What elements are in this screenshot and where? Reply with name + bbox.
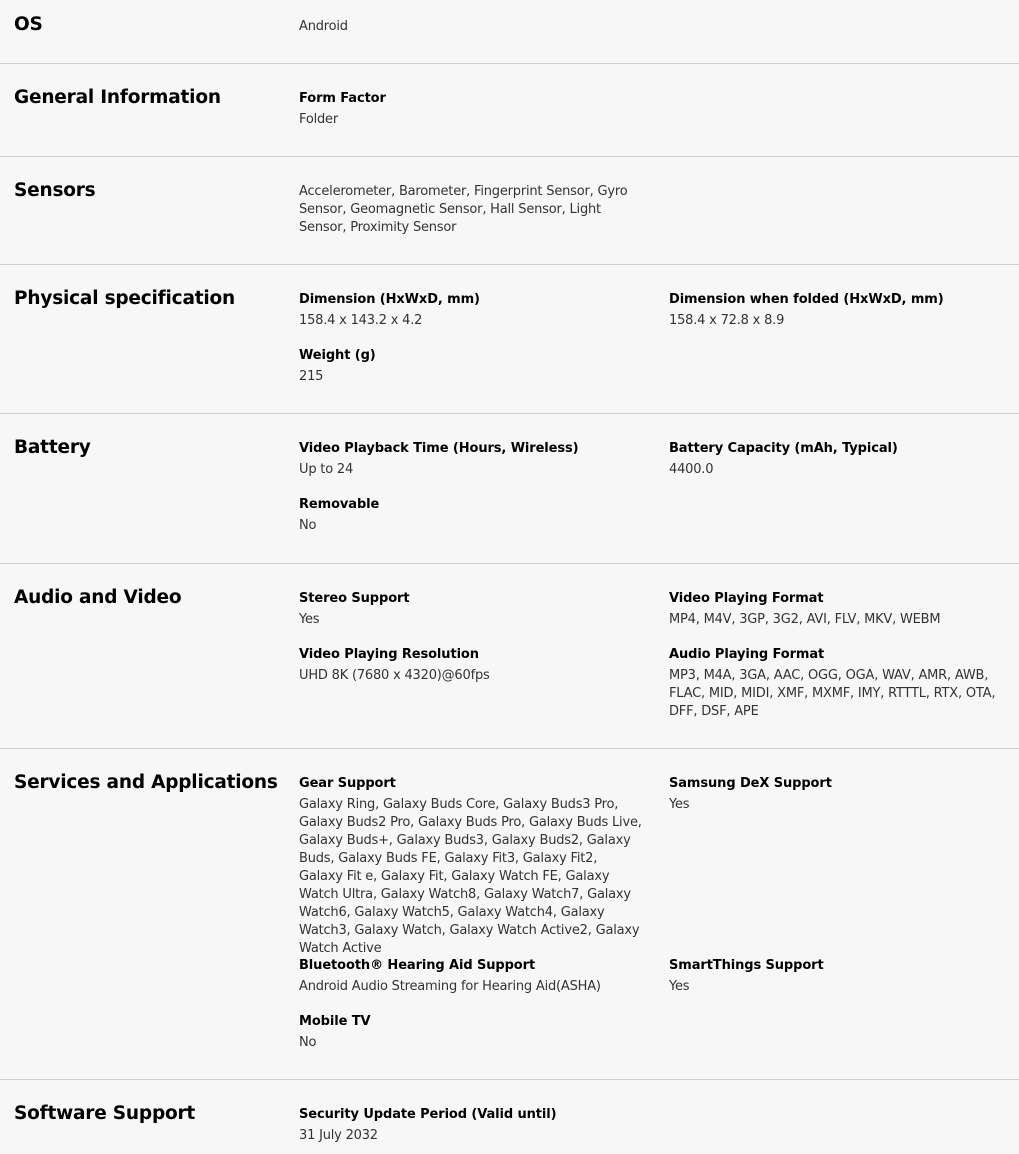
spec-item-sensors [299,183,644,237]
spec-item-video-playing-resolution [299,646,644,685]
spec-value: Yes [299,612,320,627]
spec-label: Dimension (HxWxD, mm) [299,292,480,307]
spec-value: 158.4 x 143.2 x 4.2 [299,313,423,328]
spec-value: Yes [669,979,690,994]
spec-section-audio-and-video [0,564,1019,749]
spec-item-gear-support [299,775,644,958]
spec-section-services-and-applications [0,749,1019,1080]
spec-label: Video Playing Resolution [299,647,479,662]
spec-item-removable [299,496,644,535]
section-title: Battery [14,437,91,458]
section-title: General Information [14,87,221,108]
spec-label: Video Playing Format [669,591,824,606]
spec-item-smartthings-support [669,957,1009,996]
spec-item-dimension [299,291,644,330]
spec-value: Android [299,19,348,34]
spec-item-samsung-dex-support [669,775,1009,814]
spec-value: No [299,1035,317,1050]
spec-value: 31 July 2032 [299,1128,378,1143]
spec-item-weight [299,347,644,386]
spec-value: UHD 8K (7680 x 4320)@60fps [299,668,490,683]
spec-label: SmartThings Support [669,958,824,973]
spec-item-battery-capacity [669,440,1009,479]
spec-item-hearing-aid-support [299,957,644,996]
section-title: Services and Applications [14,772,278,793]
spec-label: Mobile TV [299,1014,371,1029]
spec-value: 215 [299,369,324,384]
spec-label: Stereo Support [299,591,410,606]
section-title: Sensors [14,180,96,201]
spec-value: Galaxy Ring, Galaxy Buds Core, Galaxy Buds3 Pro, Galaxy Buds2 Pro, Galaxy Buds Pro, Galaxy Buds Live, Galaxy Buds+, Galaxy Buds3, Galaxy Buds2, Galaxy Buds, Galaxy Buds FE, Galaxy Fit3, Galaxy Fit2, Galaxy Fit e, Galaxy Fit, Galaxy Watch FE, Galaxy Watch Ultra, Galaxy Watch8, Galaxy Watch7, Galaxy Watch6, Galaxy Watch5, Galaxy Watch4, Galaxy Watch3, Galaxy Watch, Galaxy Watch Active2, Galaxy Watch Active [299,797,642,956]
spec-value: Android Audio Streaming for Hearing Aid(ASHA) [299,979,601,994]
spec-value: Folder [299,112,338,127]
spec-value: MP4, M4V, 3GP, 3G2, AVI, FLV, MKV, WEBM [669,612,941,627]
spec-label: Weight (g) [299,348,376,363]
spec-item-dimension-folded [669,291,1009,330]
spec-item-stereo-support [299,590,644,629]
section-title: Physical specification [14,288,235,309]
spec-value: Up to 24 [299,462,354,477]
spec-section-physical-specification [0,265,1019,414]
spec-label: Security Update Period (Valid until) [299,1107,557,1122]
spec-value: Accelerometer, Barometer, Fingerprint Sensor, Gyro Sensor, Geomagnetic Sensor, Hall Sensor, Light Sensor, Proximity Sensor [299,184,628,235]
spec-item-form-factor [299,90,644,129]
spec-label: Removable [299,497,380,512]
spec-item-mobile-tv [299,1013,644,1052]
spec-label: Battery Capacity (mAh, Typical) [669,441,898,456]
section-title: Audio and Video [14,587,182,608]
spec-item-audio-playing-format [669,646,1009,721]
spec-value: Yes [669,797,690,812]
section-title: Software Support [14,1103,196,1124]
spec-label: Audio Playing Format [669,647,825,662]
spec-label: Gear Support [299,776,396,791]
spec-value: 158.4 x 72.8 x 8.9 [669,313,785,328]
spec-section-os [0,0,1019,64]
spec-value: No [299,518,317,533]
spec-label: Form Factor [299,91,386,106]
spec-section-software-support [0,1080,1019,1154]
spec-label: Video Playback Time (Hours, Wireless) [299,441,579,456]
spec-label: Bluetooth® Hearing Aid Support [299,958,536,973]
spec-section-general-information [0,64,1019,157]
spec-item-video-playback-time [299,440,644,479]
spec-value: 4400.0 [669,462,714,477]
spec-item-security-update-period [299,1106,644,1145]
spec-item-video-playing-format [669,590,1009,629]
spec-value: MP3, M4A, 3GA, AAC, OGG, OGA, WAV, AMR, AWB, FLAC, MID, MIDI, XMF, MXMF, IMY, RTTTL, RTX, OTA, DFF, DSF, APE [669,668,996,719]
spec-item-os [299,18,644,36]
spec-label: Samsung DeX Support [669,776,832,791]
spec-section-battery [0,414,1019,564]
section-title: OS [14,14,43,35]
spec-section-sensors [0,157,1019,265]
spec-label: Dimension when folded (HxWxD, mm) [669,292,944,307]
